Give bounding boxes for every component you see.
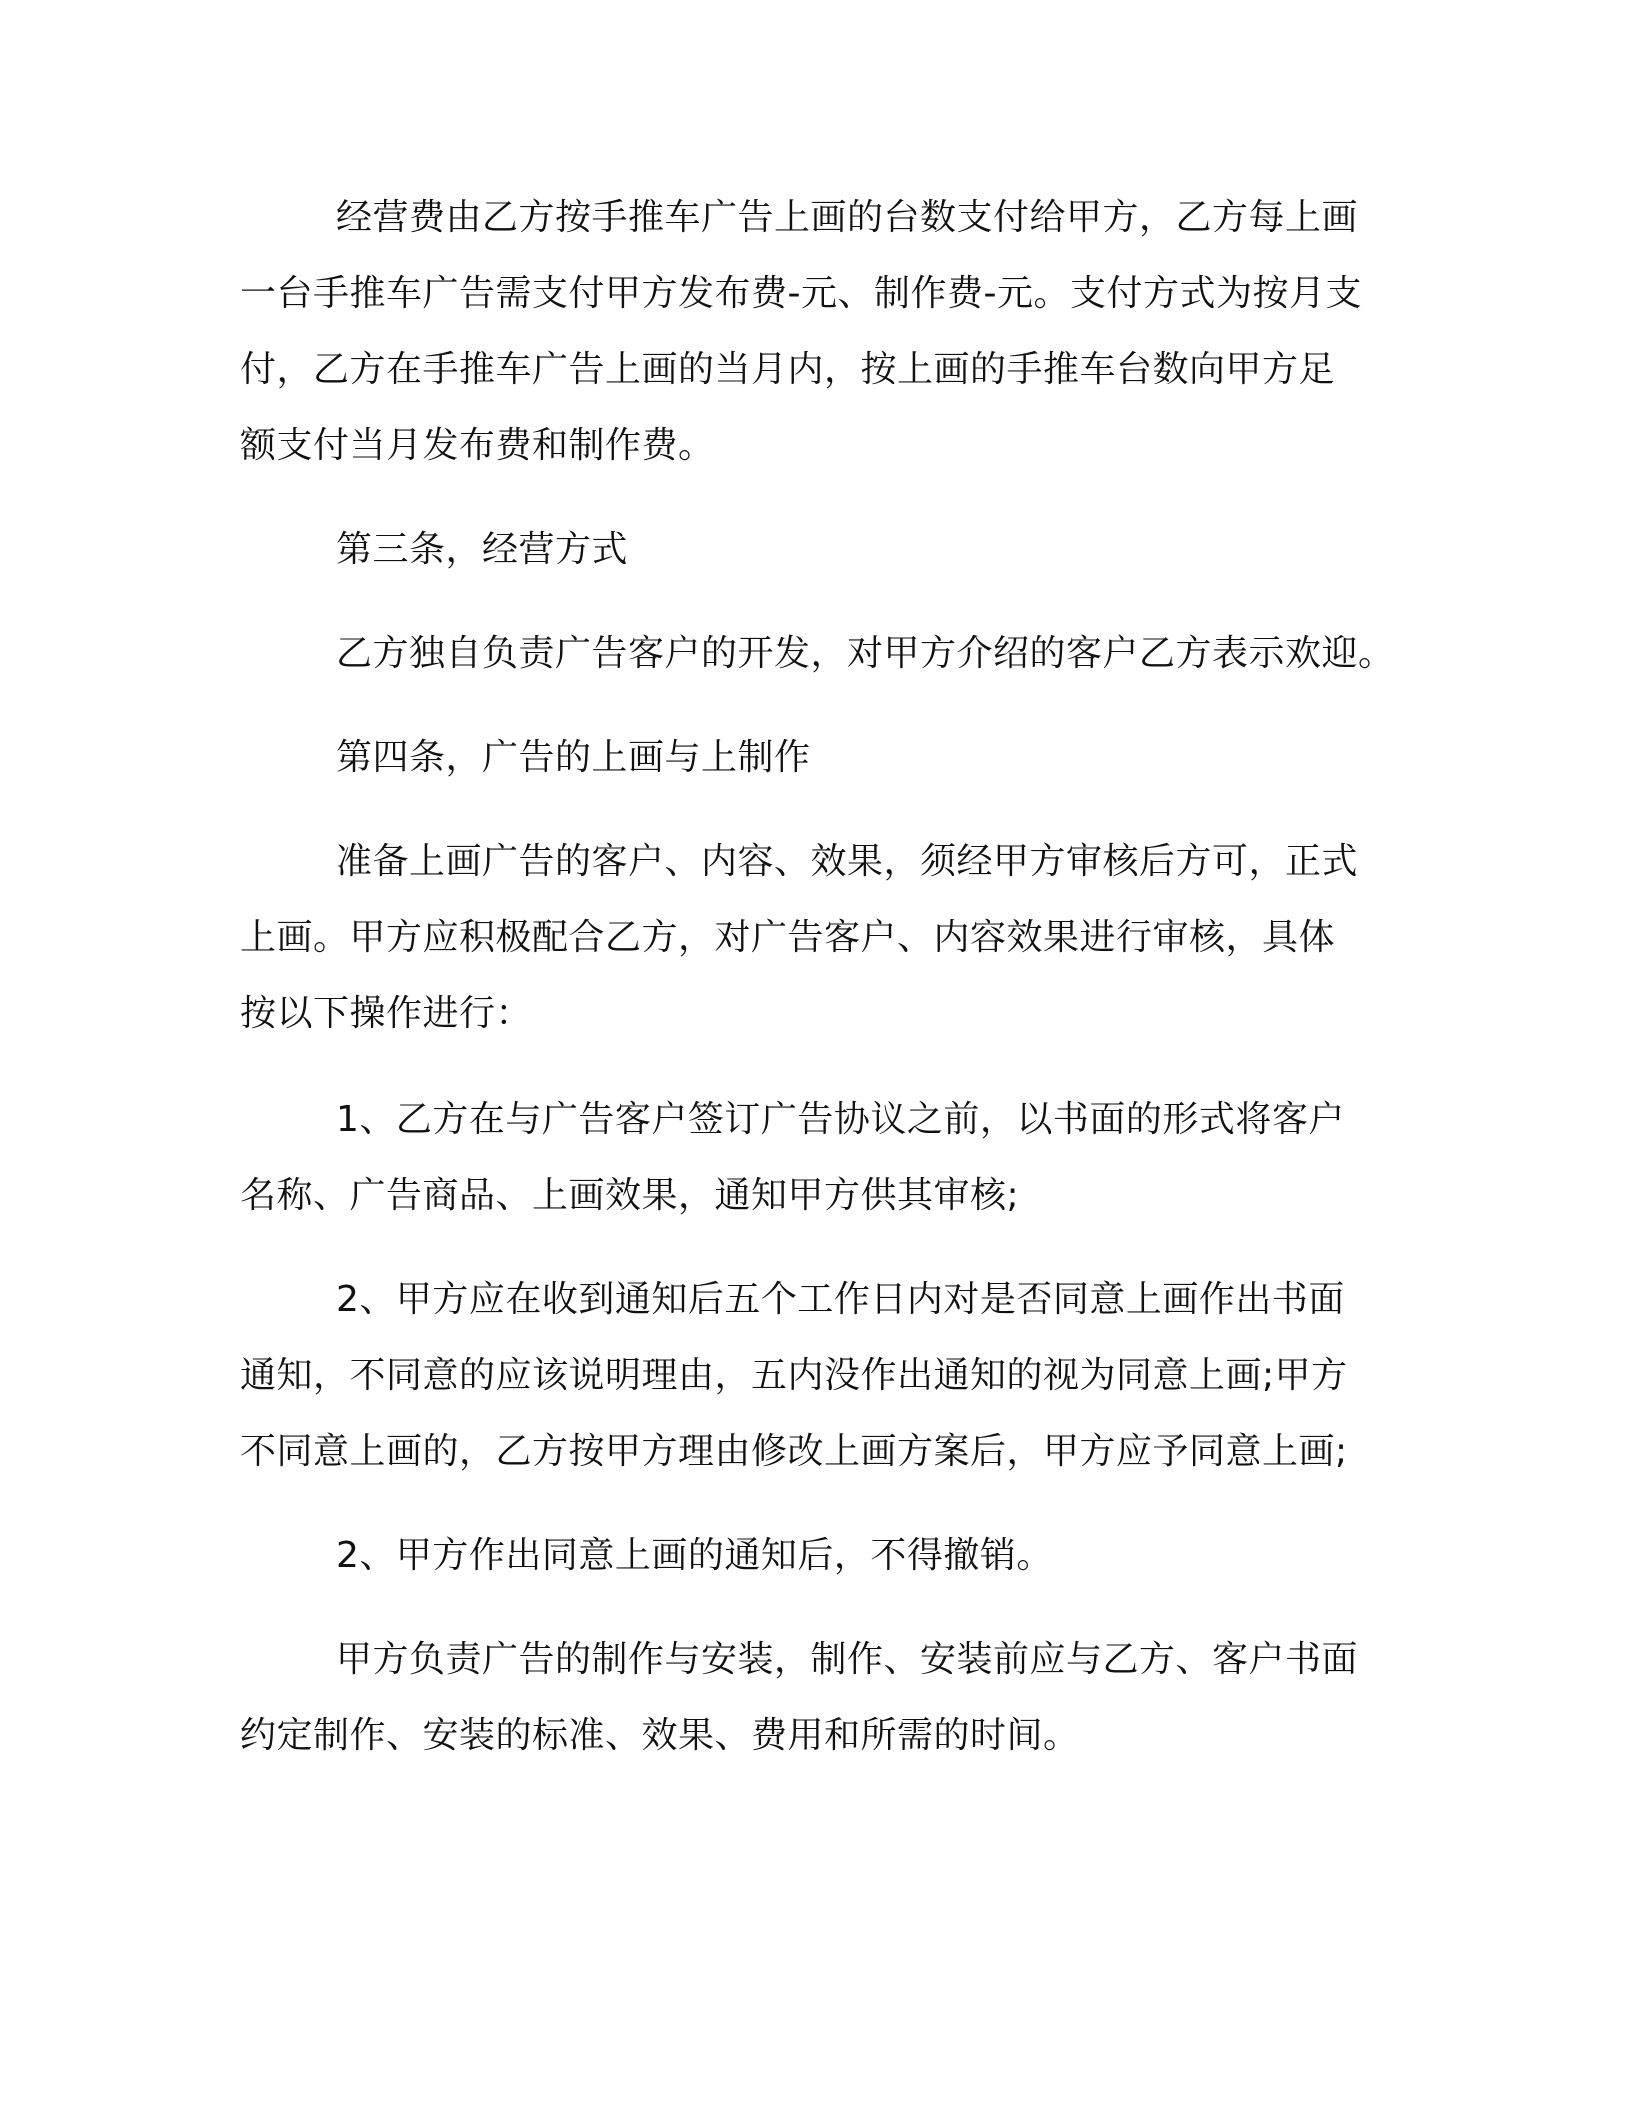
article-4-heading: 第四条，广告的上画与上制作 [336, 737, 811, 778]
paragraph-production-installation [240, 1622, 1400, 1774]
text-line: 按以下操作进行： [240, 993, 533, 1034]
text-line: 准备上画广告的客户、内容、效果，须经甲方审核后方可，正式 [336, 841, 1359, 882]
text-line: 通知，不同意的应该说明理由，五内没作出通知的视为同意上画;甲方 [240, 1355, 1348, 1396]
paragraph-client-development [240, 616, 1400, 692]
paragraph-review [240, 824, 1400, 1052]
text-line: 额支付当月发布费和制作费。 [240, 425, 715, 466]
list-item-2b [240, 1518, 1400, 1594]
paragraph-operating-fee [240, 180, 1400, 484]
text-line: 乙方独自负责广告客户的开发，对甲方介绍的客户乙方表示欢迎。 [336, 633, 1395, 674]
text-line: 一台手推车广告需支付甲方发布费-元、制作费-元。支付方式为按月支 [240, 273, 1362, 314]
text-line: 经营费由乙方按手推车广告上画的台数支付给甲方，乙方每上画 [336, 197, 1359, 238]
list-item-2 [240, 1262, 1400, 1490]
list-item-1 [240, 1082, 1400, 1234]
text-line: 上画。甲方应积极配合乙方，对广告客户、内容效果进行审核，具体 [240, 917, 1336, 958]
text-line: 不同意上画的，乙方按甲方理由修改上画方案后，甲方应予同意上画; [240, 1431, 1348, 1472]
article-3-heading: 第三条，经营方式 [336, 529, 629, 570]
text-line: 约定制作、安装的标准、效果、费用和所需的时间。 [240, 1715, 1080, 1756]
text-line: 2、甲方作出同意上画的通知后，不得撤销。 [336, 1535, 1053, 1576]
text-line: 名称、广告商品、上画效果，通知甲方供其审核; [240, 1175, 1020, 1216]
text-line: 1、乙方在与广告客户签订广告协议之前，以书面的形式将客户 [336, 1099, 1345, 1140]
text-line: 2、甲方应在收到通知后五个工作日内对是否同意上画作出书面 [336, 1279, 1345, 1320]
text-line: 付，乙方在手推车广告上画的当月内，按上画的手推车台数向甲方足 [240, 349, 1336, 390]
text-line: 甲方负责广告的制作与安装，制作、安装前应与乙方、客户书面 [336, 1639, 1359, 1680]
